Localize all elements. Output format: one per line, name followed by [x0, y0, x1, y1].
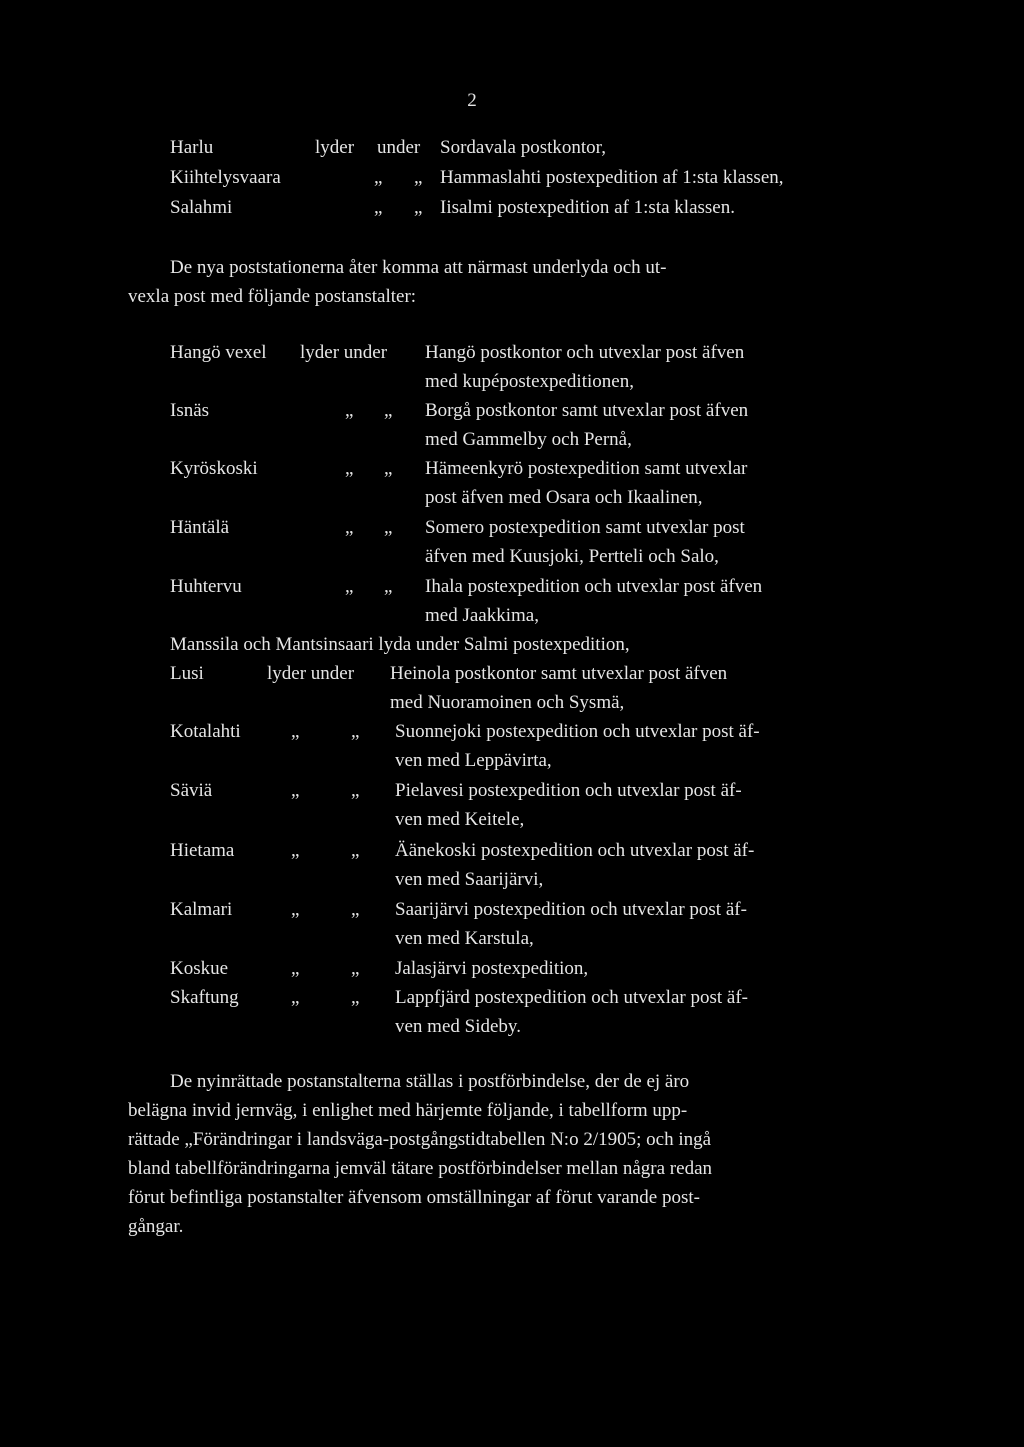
ditto-mark: „ [291, 958, 300, 979]
ditto-mark: „ [384, 400, 393, 421]
continuation-text: med kupépostexpeditionen, [425, 371, 634, 392]
continuation-text: post äfven med Osara och Ikaalinen, [425, 487, 703, 508]
ditto-mark: „ [291, 721, 300, 742]
continuation-text: ven med Keitele, [395, 809, 525, 830]
ditto-mark: „ [291, 987, 300, 1008]
ditto-mark: „ [351, 899, 360, 920]
station-name: Kyröskoski [170, 458, 258, 479]
station-name: Harlu [170, 137, 214, 158]
paragraph-line: förut befintliga postanstalter äfvensom omställningar af förut varande post- [128, 1187, 700, 1208]
lyder-word: lyder [315, 137, 355, 158]
destination-text: Jalasjärvi postexpedition, [395, 958, 589, 979]
ditto-mark: „ [345, 517, 354, 538]
ditto-mark: „ [351, 840, 360, 861]
paragraph-line: bland tabellförändringarna jemväl tätare postförbindelser mellan några redan [128, 1158, 712, 1179]
station-name: Huhtervu [170, 576, 242, 597]
destination-text: Somero postexpedition samt utvexlar post [425, 517, 745, 538]
destination-text: Sordavala postkontor, [440, 137, 606, 158]
under-word: under [377, 137, 421, 158]
ditto-mark: „ [384, 458, 393, 479]
ditto-mark: „ [414, 197, 423, 218]
ditto-mark: „ [351, 958, 360, 979]
destination-text: Iisalmi postexpedition af 1:sta klassen. [440, 197, 735, 218]
ditto-mark: „ [384, 576, 393, 597]
ditto-mark: „ [345, 400, 354, 421]
manssila-line: Manssila och Mantsinsaari lyda under Salmi postexpedition, [170, 634, 630, 655]
station-name: Lusi [170, 663, 204, 684]
ditto-mark: „ [384, 517, 393, 538]
continuation-text: äfven med Kuusjoki, Pertteli och Salo, [425, 546, 719, 567]
ditto-mark: „ [345, 576, 354, 597]
ditto-mark: „ [291, 780, 300, 801]
paragraph-line: De nya poststationerna åter komma att närmast underlyda och ut- [170, 257, 667, 278]
destination-text: Äänekoski postexpedition och utvexlar post äf- [395, 840, 755, 861]
continuation-text: ven med Karstula, [395, 928, 534, 949]
paragraph [128, 253, 850, 311]
station-name: Isnäs [170, 400, 210, 421]
paragraph-line: belägna invid jernväg, i enlighet med härjemte följande, i tabellform upp- [128, 1100, 688, 1121]
station-name: Koskue [170, 958, 229, 979]
paragraph [128, 1067, 862, 1241]
destination-text: Lappfjärd postexpedition och utvexlar post äf- [395, 987, 748, 1008]
lyder-under: lyder under [300, 342, 388, 363]
ditto-mark: „ [345, 458, 354, 479]
continuation-text: ven med Sideby. [395, 1016, 521, 1037]
ditto-mark: „ [351, 987, 360, 1008]
ditto-mark: „ [374, 167, 383, 188]
ditto-mark: „ [414, 167, 423, 188]
destination-text: Hammaslahti postexpedition af 1:sta klassen, [440, 167, 784, 188]
lyder-under: lyder under [267, 663, 355, 684]
station-name: Säviä [170, 780, 213, 801]
paragraph-line: De nyinrättade postanstalterna ställas i postförbindelse, der de ej äro [170, 1071, 690, 1092]
destination-text: Hämeenkyrö postexpedition samt utvexlar [425, 458, 748, 479]
station-name: Kalmari [170, 899, 233, 920]
paragraph-line: gångar. [128, 1216, 184, 1237]
continuation-text: ven med Saarijärvi, [395, 869, 544, 890]
continuation-text: med Nuoramoinen och Sysmä, [390, 692, 625, 713]
ditto-mark: „ [351, 780, 360, 801]
station-name: Häntälä [170, 517, 230, 538]
continuation-text: med Gammelby och Pernå, [425, 429, 632, 450]
ditto-mark: „ [291, 899, 300, 920]
station-name: Salahmi [170, 197, 233, 218]
destination-text: Ihala postexpedition och utvexlar post äfven [425, 576, 763, 597]
destination-text: Saarijärvi postexpedition och utvexlar post äf- [395, 899, 747, 920]
paragraph-line: vexla post med följande postanstalter: [128, 286, 417, 307]
destination-text: Suonnejoki postexpedition och utvexlar post äf- [395, 721, 760, 742]
continuation-text: ven med Leppävirta, [395, 750, 552, 771]
continuation-text: med Jaakkima, [425, 605, 539, 626]
destination-text: Pielavesi postexpedition och utvexlar post äf- [395, 780, 742, 801]
paragraph-line: rättade „Förändringar i landsväga-postgångstidtabellen N:o 2/1905; och ingå [128, 1129, 712, 1150]
station-name: Hangö vexel [170, 342, 267, 363]
station-name: Hietama [170, 840, 235, 861]
station-name: Skaftung [170, 987, 239, 1008]
station-name: Kiihtelysvaara [170, 167, 281, 188]
destination-text: Hangö postkontor och utvexlar post äfven [425, 342, 745, 363]
ditto-mark: „ [374, 197, 383, 218]
page-number: 2 [467, 90, 477, 111]
ditto-mark: „ [291, 840, 300, 861]
station-name: Kotalahti [170, 721, 241, 742]
ditto-mark: „ [351, 721, 360, 742]
destination-text: Borgå postkontor samt utvexlar post äfven [425, 400, 749, 421]
destination-text: Heinola postkontor samt utvexlar post äfven [390, 663, 728, 684]
